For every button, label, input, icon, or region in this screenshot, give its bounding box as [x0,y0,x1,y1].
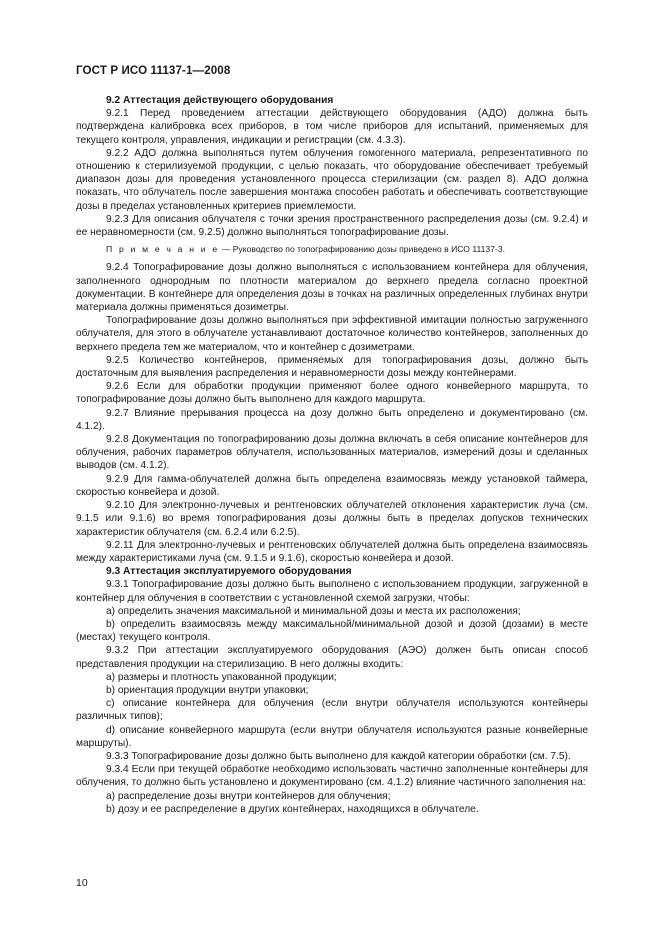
note [76,243,588,256]
list-item: d) описание конвейерного маршрута (если внутри облучателя используются разные конвейерные маршруты). [76,724,588,749]
list-item: b) дозу и ее распределение в других контейнерах, находящихся в облучателе. [106,803,479,815]
paragraph: 9.3.3 Топографирование дозы должно быть выполнено для каждой категории обработки (см. 7.5). [106,750,571,762]
list-item: c) описание контейнера для облучения (если внутри облучателя используются контейнеры различных типов); [76,698,588,723]
list-item: a) определить значения максимальной и минимальной дозы и места их расположения; [106,605,521,617]
list-item: b) определить взаимосвязь между максимальной/минимальной дозой и дозой (дозами) в месте (местах) текущего контроля. [76,618,588,644]
page-number: 10 [76,877,88,889]
paragraph: 9.3.2 При аттестации эксплуатируемого оборудования (АЭО) должен быть описан способ представления продукции на стерилизацию. В него должны входить: [76,645,588,670]
list-item: b) ориентация продукции внутри упаковки; [106,684,309,696]
paragraph: 9.2.4 Топографирование дозы должно выполняться с использованием контейнера для облучения, заполненного однородным по плотности материалом до верхнего предела согласно проектной документации. В контейнере для определения дозы в точках на различных определенных глубинах внутри материала должны применяться дозиметры. [76,262,588,314]
paragraph: 9.2.3 Для описания облучателя с точки зрения пространственного распределения дозы (см. 9.2.4) и ее неравномерности (см. 9.2.5) должно выполняться топографирование дозы. [76,213,588,239]
paragraph: 9.2.2 АДО должна выполняться путем облучения гомогенного материала, репрезентативного по отношению к стерилизуемой продукции, с целью показать, что оборудование обеспечивает требуемый диапазон дозы для проведения установленного процесса стерилизации (см. раздел 8). АДО должна показать, что облучатель после завершения монтажа способен работать и обеспечивать соответствующие дозы в пределах установленных критериев приемлемости. [76,147,588,212]
paragraph: 9.3.4 Если при текущей обработке необходимо использовать частично заполненные контейнеры для облучения, то должно быть установлено и документировано (см. 4.1.2) влияние частичного заполнения на: [76,764,588,789]
paragraph: Топографирование дозы должно выполняться при эффективной имитации полностью загруженного облучателя, для этого в облучателе устанавливают достаточное количество контейнеров, заполненных до верхнего предела тем же материалом, что и контейнер с дозиметрами. [76,315,588,353]
document-body [76,94,588,816]
note-label: П р и м е ч а н и е [106,244,220,255]
document-header: ГОСТ Р ИСО 11137-1—2008 [76,64,231,77]
paragraph: 9.2.6 Если для обработки продукции применяют более одного конвейерного маршрута, то топографирование дозы должно быть выполнено для каждого маршрута. [76,381,588,406]
paragraph: 9.2.10 Для электронно-лучевых и рентгеновских облучателей отклонения характеристик луча (см. 9.1.5 или 9.1.6) во время топографирования дозы должны быть в пределах допусков технических характеристик облучателя (см. 6.2.4 или 6.2.5). [76,500,588,538]
section-heading: 9.3 Аттестация эксплуатируемого оборудования [106,566,352,578]
paragraph: 9.2.8 Документация по топографированию дозы должна включать в себя описание контейнеров для облучения, рабочих параметров облучателя, использованных материалов, измерений дозы и сделанных выводов (см. 4.1.2). [76,434,588,472]
paragraph: 9.2.5 Количество контейнеров, применяемых для топографирования дозы, должно быть достаточным для выявления распределения и неравномерности дозы между контейнерами. [76,354,588,380]
paragraph: 9.2.9 Для гамма-облучателей должна быть определена взаимосвязь между установкой таймера, скоростью конвейера и дозой. [76,473,588,498]
section-heading: 9.2 Аттестация действующего оборудования [106,95,334,106]
paragraph: 9.2.11 Для электронно-лучевых и рентгеновских облучателей должна быть определена взаимосвязь между характеристиками луча (см. 9.1.5 и 9.1.6), скоростью конвейера и дозой. [76,539,588,564]
paragraph: 9.3.1 Топографирование дозы должно быть выполнено с использованием продукции, загруженной в контейнер для облучения в соответствии с установленной схемой загрузки, чтобы: [76,579,588,604]
paragraph: 9.2.7 Влияние прерывания процесса на дозу должно быть определено и документировано (см. 4.1.2). [76,407,588,432]
paragraph: 9.2.1 Перед проведением аттестации действующего оборудования (АДО) должна быть подтверждена калибровка всех приборов, в том числе приборов для испытаний, применяемых для текущего контроля, управления, индикации и регистрации (см. 4.3.3). [76,108,588,146]
note-text: — Руководство по топографированию дозы приведено в ИСО 11137-3. [219,244,505,255]
list-item: a) распределение дозы внутри контейнеров для облучения; [106,790,391,802]
list-item: a) размеры и плотность упакованной продукции; [106,671,337,683]
